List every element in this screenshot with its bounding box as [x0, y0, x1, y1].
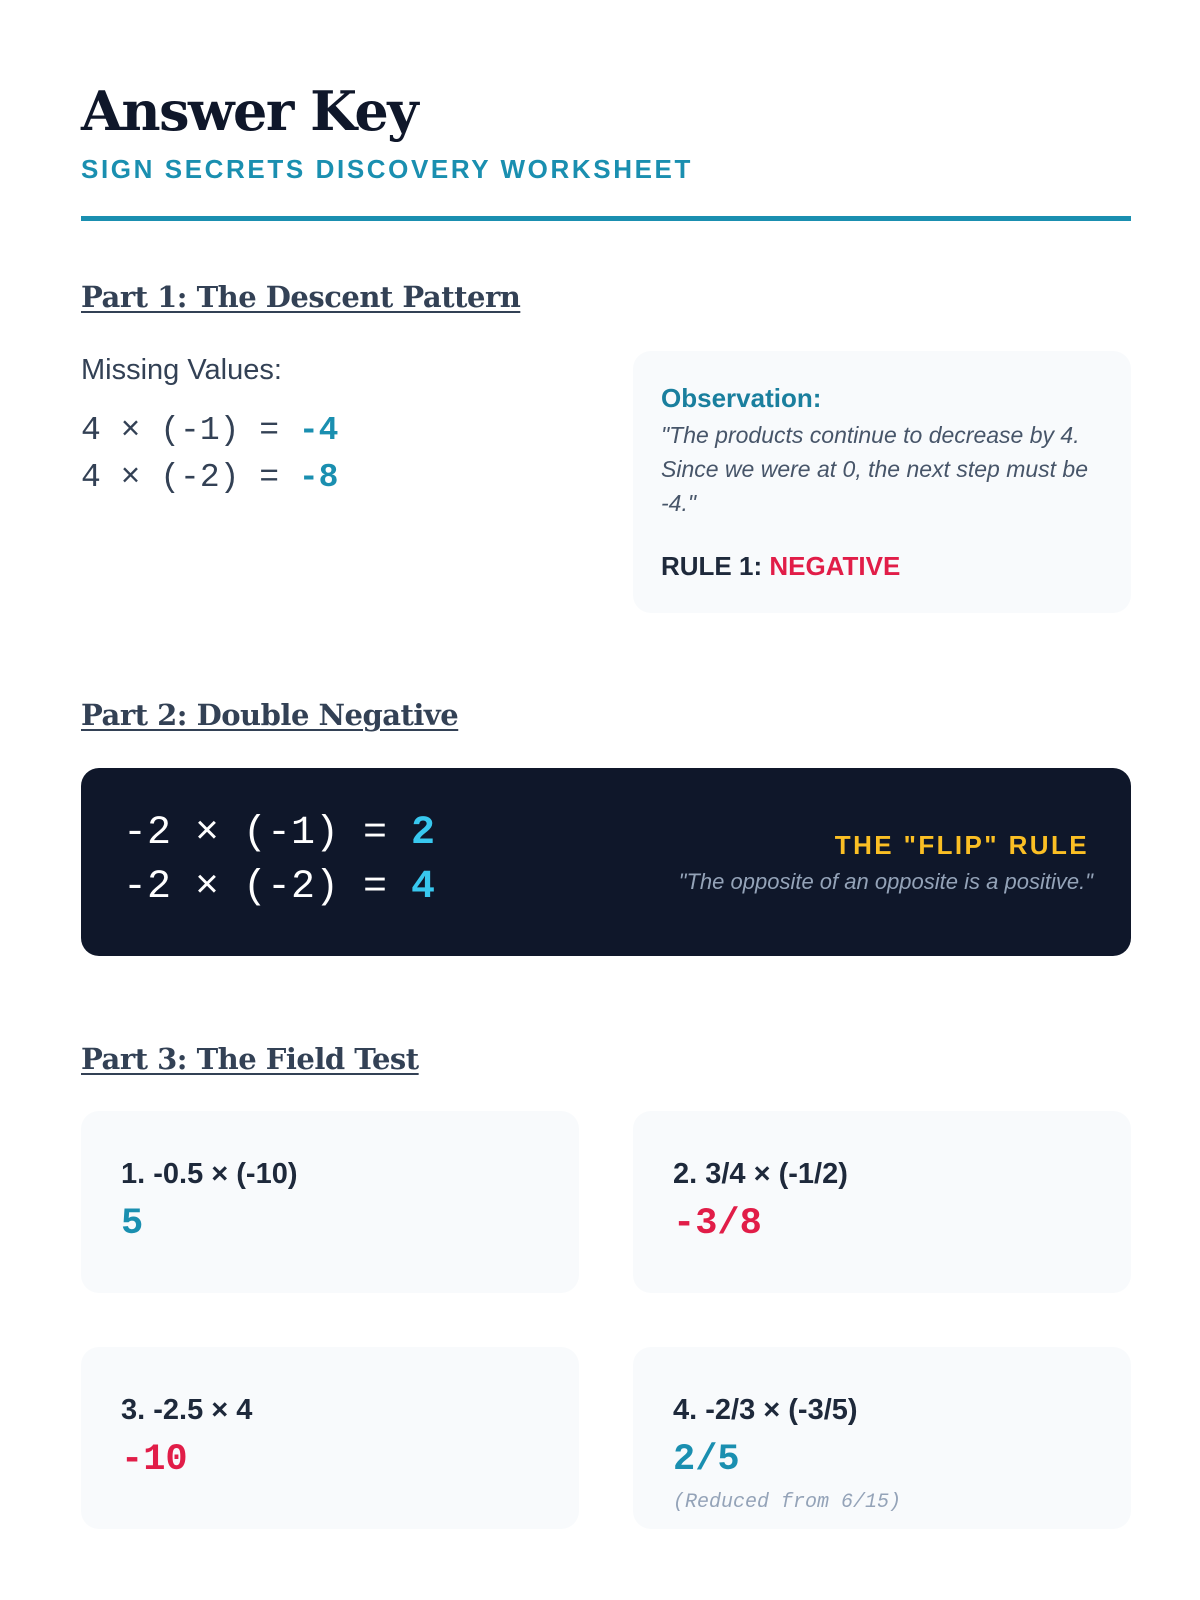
page-subtitle: SIGN SECRETS DISCOVERY WORKSHEET — [81, 154, 693, 184]
problem-question: 1. -0.5 × (-10) — [121, 1158, 298, 1190]
observation-card — [633, 351, 1131, 613]
field-test-card-4 — [633, 1347, 1131, 1529]
problem-question: 4. -2/3 × (-3/5) — [673, 1394, 858, 1426]
problem-answer: 2/5 — [673, 1439, 740, 1481]
field-test-card-1 — [81, 1111, 579, 1293]
double-negative-card — [81, 768, 1131, 956]
equation-expression: -2 × (-2) = — [123, 865, 412, 910]
equation-answer: -8 — [298, 459, 339, 496]
field-test-card-2 — [633, 1111, 1131, 1293]
part2-heading: Part 2: Double Negative — [81, 698, 459, 732]
part1-equation-1 — [81, 414, 338, 447]
rule-1-label: RULE 1: — [661, 551, 770, 581]
page-title: Answer Key — [81, 79, 418, 143]
equation-answer: 4 — [411, 865, 436, 910]
equation-expression: -2 × (-1) = — [123, 811, 412, 856]
problem-answer: 5 — [121, 1203, 144, 1245]
equation-answer: -4 — [298, 412, 339, 449]
flip-rule-title: THE "FLIP" RULE — [834, 830, 1089, 860]
equation-expression: 4 × (-1) = — [81, 412, 299, 449]
part3-heading: Part 3: The Field Test — [81, 1042, 419, 1076]
part1-heading: Part 1: The Descent Pattern — [81, 280, 521, 314]
rule-1-value: NEGATIVE — [769, 551, 901, 581]
equation-answer: 2 — [411, 811, 436, 856]
missing-values-label: Missing Values: — [81, 354, 282, 386]
problem-question: 2. 3/4 × (-1/2) — [673, 1158, 848, 1190]
field-test-card-3 — [81, 1347, 579, 1529]
part2-equation-1 — [123, 811, 436, 856]
problem-note: (Reduced from 6/15) — [673, 1491, 902, 1514]
problem-answer: -3/8 — [673, 1203, 762, 1245]
header-divider — [81, 216, 1131, 221]
equation-expression: 4 × (-2) = — [81, 459, 299, 496]
flip-rule-quote: "The opposite of an opposite is a positive." — [678, 869, 1093, 894]
problem-answer: -10 — [121, 1439, 188, 1481]
part2-equation-2 — [123, 865, 436, 910]
part1-equation-2 — [81, 461, 338, 494]
observation-title: Observation: — [661, 383, 822, 413]
observation-quote: "The products continue to decrease by 4. Since we were at 0, the next step must be -4." — [661, 422, 1089, 516]
rule-1 — [661, 553, 900, 579]
problem-question: 3. -2.5 × 4 — [121, 1394, 253, 1426]
